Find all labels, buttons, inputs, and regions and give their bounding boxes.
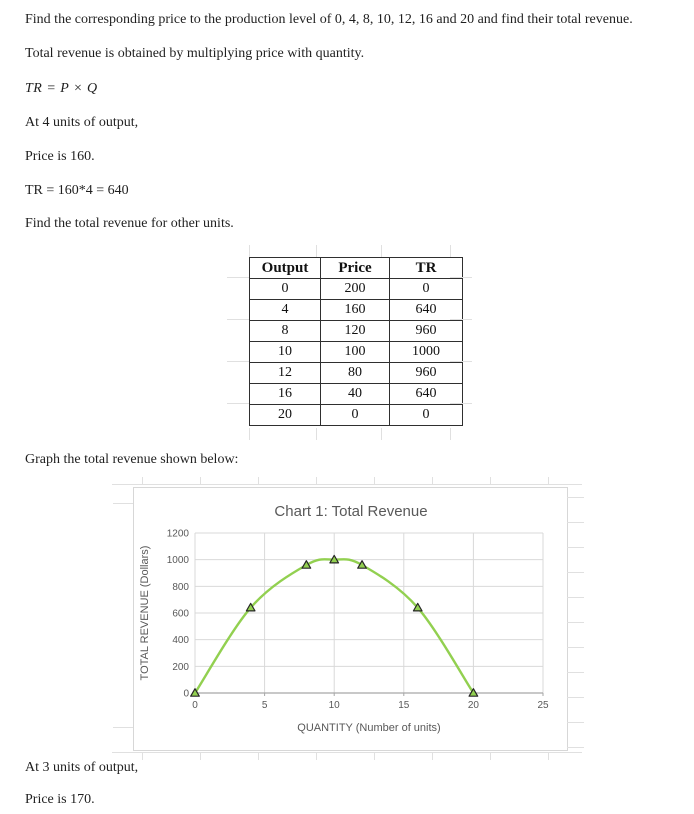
excel-gridline <box>258 477 259 484</box>
svg-text:0: 0 <box>183 688 189 700</box>
excel-gridline <box>450 245 451 257</box>
excel-gridline <box>548 477 549 484</box>
chart-title: Chart 1: Total Revenue <box>274 503 428 520</box>
paragraph: Find the total revenue for other units. <box>25 216 234 231</box>
paragraph: Price is 170. <box>25 792 95 807</box>
excel-gridline <box>227 361 249 362</box>
table-cell: 160 <box>321 300 390 321</box>
table-cell: 640 <box>390 384 463 405</box>
x-axis-title: QUANTITY (Number of units) <box>297 722 441 734</box>
excel-gridline <box>567 547 584 548</box>
table-cell: 1000 <box>390 342 463 363</box>
table-row <box>250 342 463 363</box>
paragraph: Find the corresponding price to the production level of 0, 4, 8, 10, 12, 16 and 20 and find their total revenue. <box>25 12 633 27</box>
excel-gridline <box>227 403 249 404</box>
excel-gridline <box>450 277 472 278</box>
svg-text:800: 800 <box>172 581 189 593</box>
table-header-cell: TR <box>390 258 463 279</box>
table-cell: 20 <box>250 405 321 426</box>
chart-gridlines <box>195 533 543 696</box>
table-cell: 120 <box>321 321 390 342</box>
excel-gridline <box>200 477 201 484</box>
svg-text:10: 10 <box>328 700 340 711</box>
excel-gridline <box>249 428 250 440</box>
table-row <box>250 300 463 321</box>
table-cell: 10 <box>250 342 321 363</box>
excel-gridline <box>316 428 317 440</box>
excel-gridline <box>567 522 584 523</box>
table-cell: 4 <box>250 300 321 321</box>
graph-caption: Graph the total revenue shown below: <box>25 452 239 467</box>
svg-text:20: 20 <box>467 700 479 711</box>
svg-text:1000: 1000 <box>166 555 189 567</box>
table-header-row <box>250 258 463 279</box>
table-row <box>250 279 463 300</box>
excel-gridline <box>567 722 584 723</box>
excel-gridline <box>567 697 584 698</box>
svg-text:15: 15 <box>398 700 410 711</box>
table-header-cell: Output <box>250 258 321 279</box>
table-cell: 0 <box>390 405 463 426</box>
y-axis-title: TOTAL REVENUE (Dollars) <box>139 545 151 681</box>
table-header-cell: Price <box>321 258 390 279</box>
excel-gridline <box>450 319 472 320</box>
svg-text:0: 0 <box>192 700 198 711</box>
excel-gridline <box>567 572 584 573</box>
excel-gridline <box>142 477 143 484</box>
excel-gridline <box>112 484 582 485</box>
excel-gridline <box>113 503 133 504</box>
table-row <box>250 363 463 384</box>
excel-gridline <box>381 245 382 257</box>
chart-tick-labels <box>167 529 549 712</box>
paragraph: Total revenue is obtained by multiplying price with quantity. <box>25 46 365 61</box>
excel-gridline <box>249 245 250 257</box>
excel-gridline <box>316 245 317 257</box>
revenue-table <box>249 257 463 426</box>
excel-gridline <box>450 428 451 440</box>
table-cell: 0 <box>250 279 321 300</box>
table-cell: 0 <box>390 279 463 300</box>
paragraph: At 4 units of output, <box>25 115 139 130</box>
table-cell: 960 <box>390 363 463 384</box>
excel-gridline <box>316 753 317 760</box>
excel-gridline <box>450 361 472 362</box>
table-cell: 640 <box>390 300 463 321</box>
excel-gridline <box>258 753 259 760</box>
paragraph: Price is 160. <box>25 149 95 164</box>
table-cell: 960 <box>390 321 463 342</box>
excel-gridline <box>227 277 249 278</box>
excel-gridline <box>567 647 584 648</box>
paragraph: At 3 units of output, <box>25 760 139 775</box>
excel-gridline <box>113 727 133 728</box>
excel-gridline <box>567 672 584 673</box>
table-row <box>250 405 463 426</box>
chart-container <box>133 487 568 751</box>
total-revenue-chart <box>134 488 567 750</box>
excel-gridline <box>432 477 433 484</box>
paragraph: TR = 160*4 = 640 <box>25 183 129 198</box>
excel-gridline <box>567 622 584 623</box>
excel-gridline <box>227 319 249 320</box>
excel-gridline <box>200 753 201 760</box>
table-cell: 8 <box>250 321 321 342</box>
table-cell: 80 <box>321 363 390 384</box>
excel-gridline <box>316 477 317 484</box>
excel-gridline <box>450 403 472 404</box>
table-row <box>250 384 463 405</box>
excel-gridline <box>490 753 491 760</box>
excel-gridline <box>432 753 433 760</box>
svg-text:200: 200 <box>172 661 189 673</box>
table-cell: 200 <box>321 279 390 300</box>
excel-gridline <box>567 597 584 598</box>
table-cell: 16 <box>250 384 321 405</box>
table-cell: 100 <box>321 342 390 363</box>
formula-tr-equals-pq: TR = P × Q <box>25 81 98 96</box>
svg-text:600: 600 <box>172 608 189 620</box>
excel-gridline <box>374 477 375 484</box>
table-row <box>250 321 463 342</box>
svg-text:400: 400 <box>172 635 189 647</box>
svg-text:1200: 1200 <box>166 528 189 540</box>
excel-gridline <box>548 753 549 760</box>
svg-text:25: 25 <box>537 700 549 711</box>
excel-gridline <box>381 428 382 440</box>
excel-gridline <box>490 477 491 484</box>
excel-gridline <box>567 497 584 498</box>
excel-gridline <box>567 747 584 748</box>
excel-gridline <box>142 753 143 760</box>
table-cell: 12 <box>250 363 321 384</box>
table-cell: 40 <box>321 384 390 405</box>
svg-text:5: 5 <box>261 700 268 711</box>
table-cell: 0 <box>321 405 390 426</box>
excel-gridline <box>112 752 582 753</box>
excel-gridline <box>374 753 375 760</box>
